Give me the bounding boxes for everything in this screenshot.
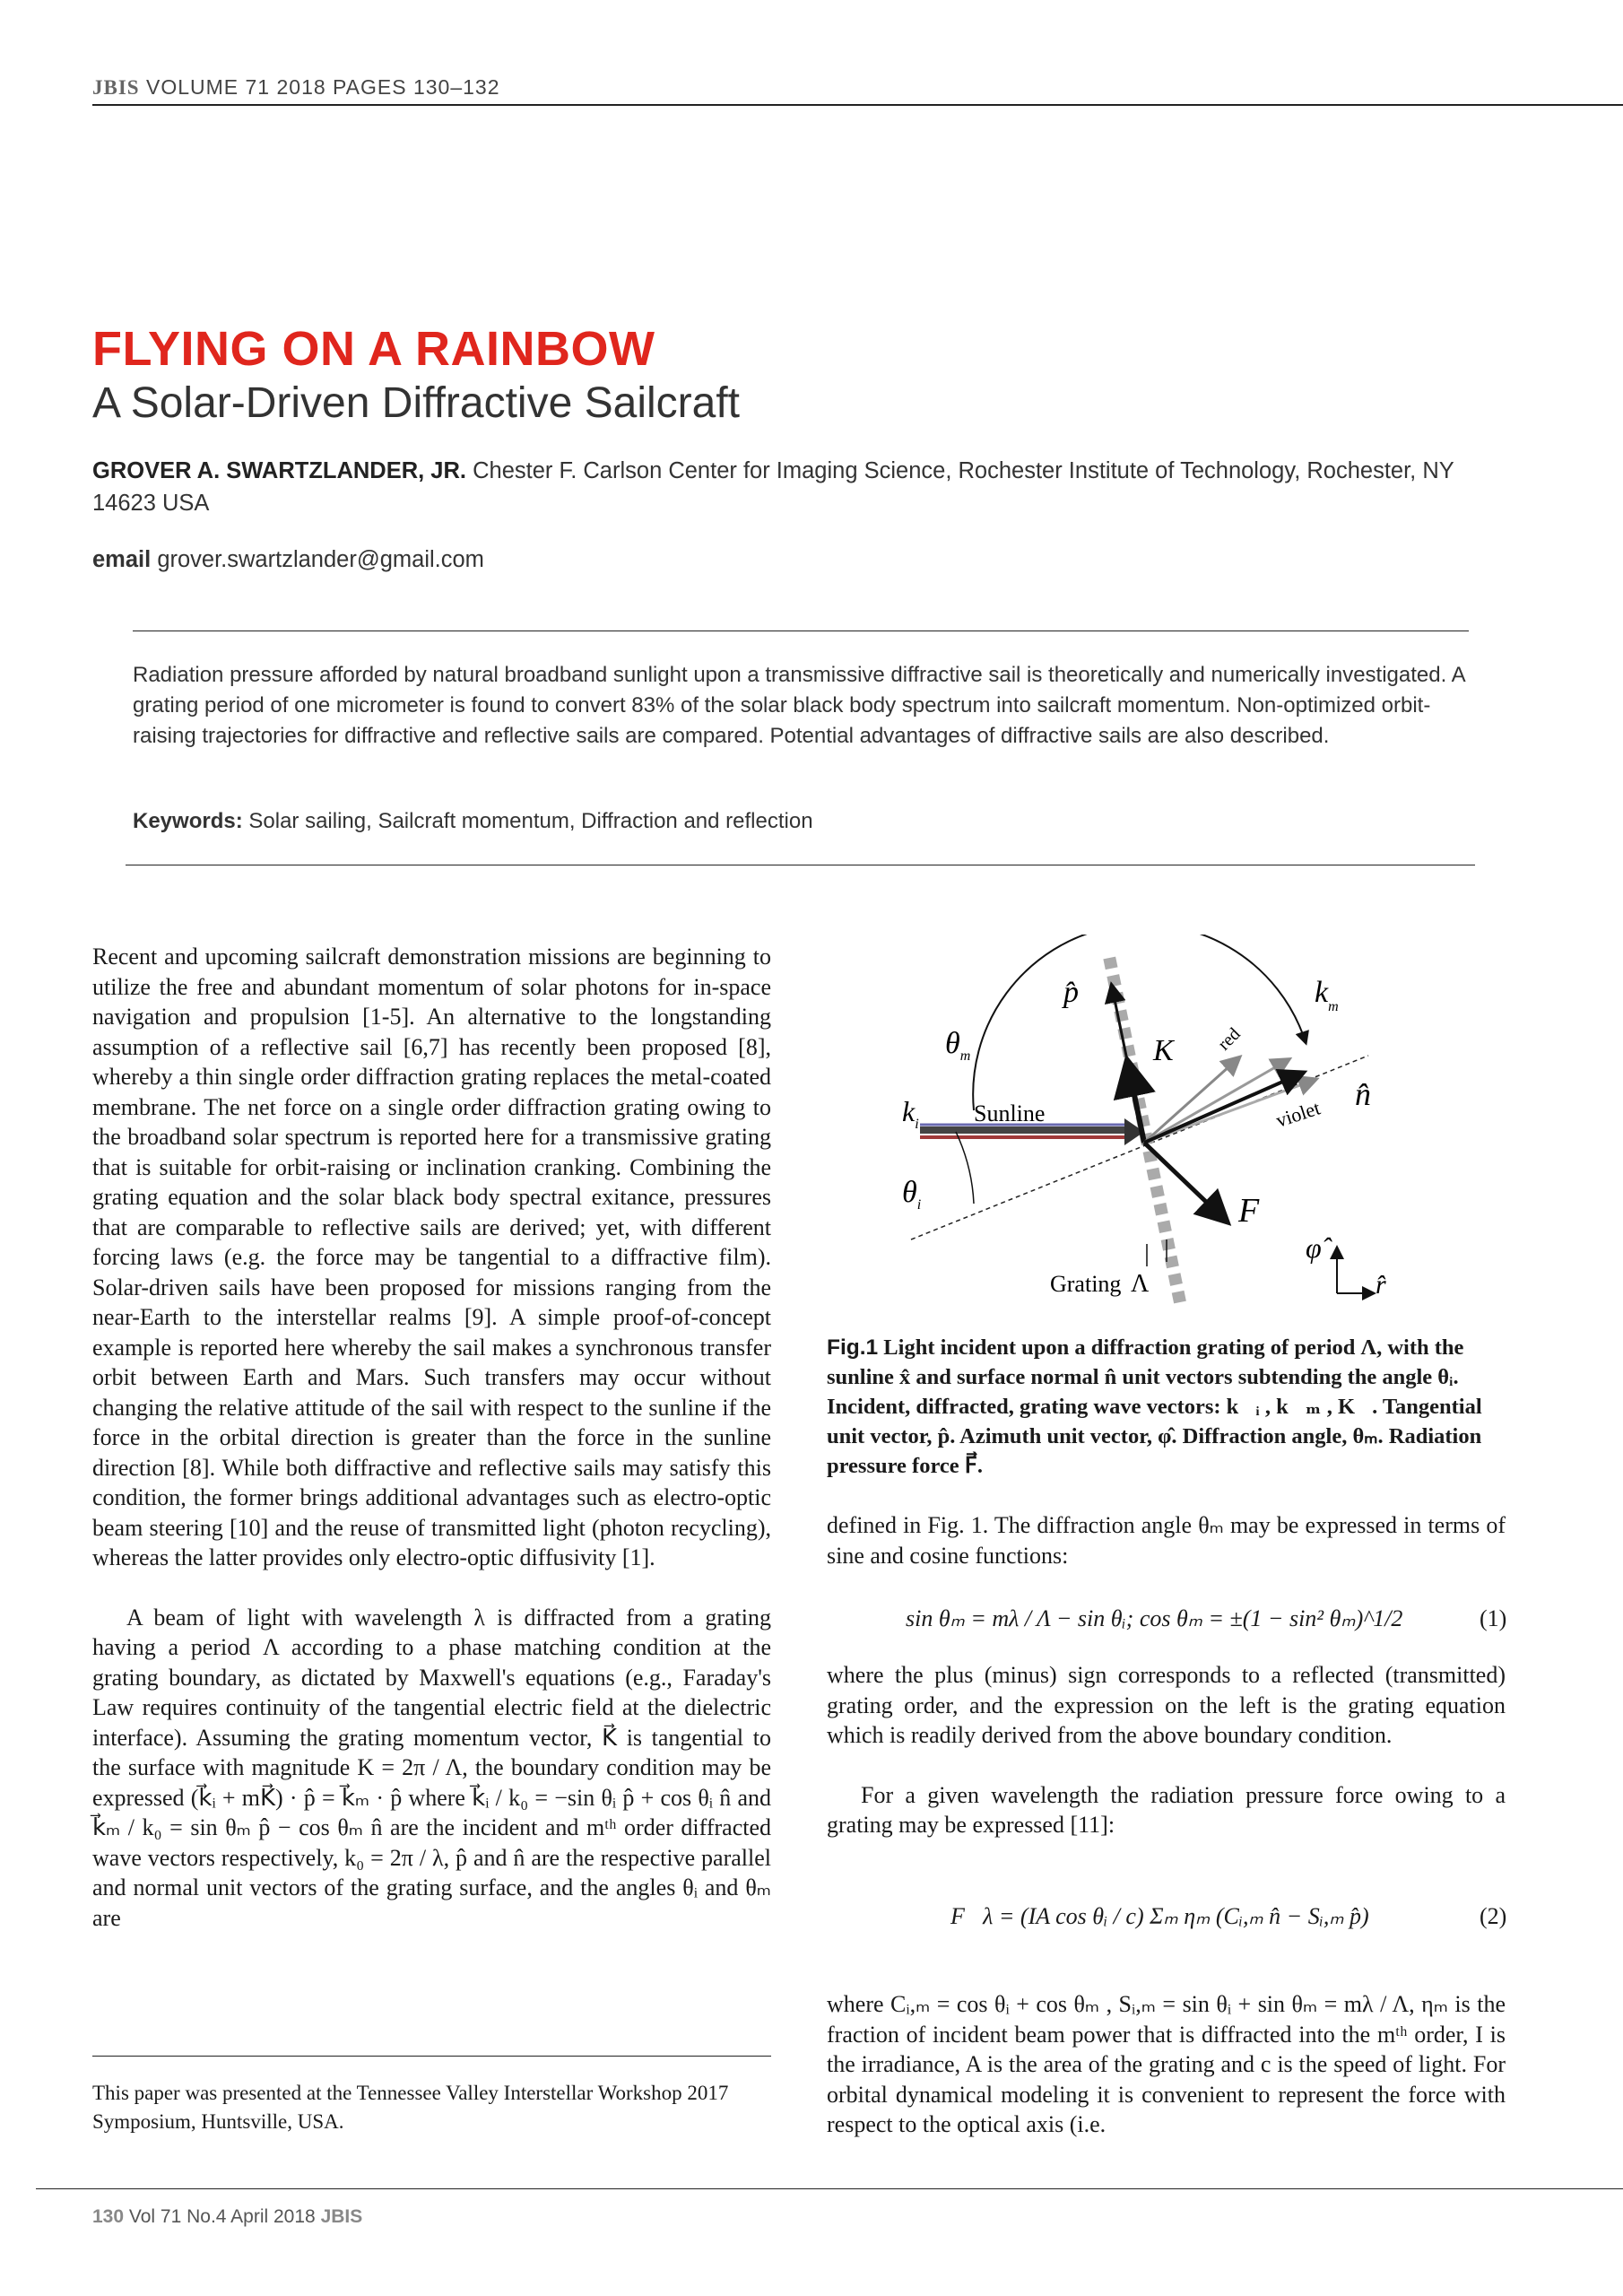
r-hat-label: r̂ xyxy=(1376,1270,1386,1300)
k-i-label: $k_i$ xyxy=(902,1095,919,1132)
left-column xyxy=(92,942,771,1933)
grating-label: Grating xyxy=(1050,1271,1122,1297)
article-title: FLYING ON A RAINBOW xyxy=(92,322,655,376)
keywords-label: Keywords: xyxy=(133,809,243,833)
body-paragraph: Recent and upcoming sailcraft demonstration missions are beginning to utilize the free and abundant momentum of solar photons for in-space navigation and propulsion [1-5]. An alternative to the longstanding assumption of a reflective sail [6,7] has recently been proposed [8], whereby a thin single order diffraction grating replaces the metal-coated membrane. The net force on a single order diffraction grating owing to the broadband solar spectrum is reported here for a transmissive grating that is suitable for orbit-raising or inclination cranking. Combining the grating equation and the solar black body spectral exitance, pressures that are comparable to reflective sails are derived; yet, with different forcing laws (e.g. the force may be tangential to a diffractive film). Solar-driven sails have been proposed for missions ranging from the near-Earth to the interstellar realms [9]. A simple proof-of-concept example is reported here whereby the sail makes a synchronous transfer orbit between Earth and Mars. Such transfers may occur without changing the relative attitude of the sail with respect to the sunline if the force in the orbital direction is greater than the force in the sunline direction [8]. While both diffractive and reflective sails may satisfy this condition, the former brings additional advantages such as electro-optic beam steering [10] and the reuse of transmitted light (photon recycling), whereas the latter provides only electro-optic diffusivity [1]. xyxy=(92,944,771,1570)
violet-label: violet xyxy=(1272,1096,1324,1132)
keywords-list: Solar sailing, Sailcraft momentum, Diffraction and reflection xyxy=(248,809,813,833)
figure-caption-text: Light incident upon a diffraction grating of period Λ, with the sunline x̂ and surface normal n̂ unit vectors subtending the angle θᵢ. Incident, diffracted, grating wave vectors: k⃗ᵢ , k⃗ₘ , K⃗. Tangential unit vector, p̂. Azimuth unit vector, φ̂. Diffraction angle, θₘ. Radiation pressure force F⃗. xyxy=(827,1335,1482,1478)
figure-caption xyxy=(827,1333,1486,1481)
page-footer xyxy=(92,2206,362,2228)
F-label: F xyxy=(1238,1192,1260,1230)
page-number: 130 xyxy=(92,2206,125,2227)
running-head xyxy=(92,75,500,100)
body-paragraph: A beam of light with wavelength λ is diffracted from a grating having a period Λ according to a phase matching condition at the grating boundary, as dictated by Maxwell's equations (e.g., Faraday's Law requires continuity of the tangential electric field at the dielectric interface). Assuming the grating momentum vector, K⃗ is tangential to the surface with magnitude K = 2π / Λ, the boundary condition may be expressed (k⃗ᵢ + mK⃗) · p̂ = k⃗ₘ · p̂ where k⃗ᵢ / k₀ = −sin θᵢ p̂ + cos θᵢ n̂ and k⃗ₘ / k₀ = sin θₘ p̂ − cos θₘ n̂ are the incident and mᵗʰ order diffracted wave vectors respectively, k₀ = 2π / λ, p̂ and n̂ are the respective parallel and normal unit vectors of the grating surface, and the angles θᵢ and θₘ are xyxy=(92,1604,771,1931)
footnote-rule xyxy=(92,2056,771,2057)
journal-name: JBIS xyxy=(92,76,140,99)
article-subtitle: A Solar-Driven Diffractive Sailcraft xyxy=(92,379,741,427)
phi-hat-label: φ̂ xyxy=(1306,1231,1322,1264)
footer-rule xyxy=(36,2188,1623,2189)
body-paragraph: For a given wavelength the radiation pressure force owing to a grating may be expressed [11]: xyxy=(827,1781,1506,1838)
k-m-label: $k_m$ xyxy=(1315,976,1339,1014)
email-line xyxy=(92,547,484,573)
equation-1: sin θₘ = mλ / Λ − sin θᵢ; cos θₘ = ±(1 − sin² θₘ)^1/2 xyxy=(906,1605,1403,1631)
right-column-mid xyxy=(827,1660,1506,1840)
theta-m-label: $\theta_m$ xyxy=(945,1027,971,1064)
p-hat-label: p̂ xyxy=(1063,976,1079,1009)
email-label: email xyxy=(92,547,152,572)
affiliation: Chester F. Carlson Center for Imaging Science, Rochester Institute of Technology, Rochester, NY 14623 USA xyxy=(92,458,1454,516)
right-column-bottom xyxy=(827,1989,1506,2140)
theta-i-label: $\theta_i$ xyxy=(902,1176,922,1213)
middle-ray xyxy=(1144,1060,1288,1143)
red-ray xyxy=(1144,1058,1238,1143)
keywords xyxy=(133,809,813,834)
volume-pages: VOLUME 71 2018 PAGES 130–132 xyxy=(145,75,500,99)
header-rule xyxy=(92,104,1623,106)
theta-i-arc xyxy=(956,1132,974,1204)
sunline-label: Sunline xyxy=(974,1100,1046,1126)
body-paragraph: defined in Fig. 1. The diffraction angle θₘ may be expressed in terms of sine and cosine functions: xyxy=(827,1512,1506,1569)
equation-2: F⃗λ = (IA cos θᵢ / c) Σₘ ηₘ (Cᵢ,ₘ n̂ − Sᵢ,ₘ p̂) xyxy=(950,1903,1369,1929)
red-label: red xyxy=(1213,1023,1245,1055)
footnote: This paper was presented at the Tennessee Valley Interstellar Workshop 2017 Symposium, Huntsville, USA. xyxy=(92,2082,729,2133)
abstract: Radiation pressure afforded by natural broadband sunlight upon a transmissive diffractive sail is theoretically and numerically investigated. A grating period of one micrometer is found to convert 83% of the solar black body spectrum into sailcraft momentum. Non-optimized orbit-raising trajectories for diffractive and reflective sails are compared. Potential advantages of diffractive sails are also described. xyxy=(133,663,1465,748)
equation-2-number: (2) xyxy=(1480,1903,1507,1929)
figure-1 xyxy=(884,935,1476,1320)
issue-info: Vol 71 No.4 April 2018 xyxy=(128,2206,316,2227)
right-column-top xyxy=(827,1510,1506,1570)
lambda-label: Λ xyxy=(1131,1270,1150,1298)
footer-journal: JBIS xyxy=(320,2206,363,2227)
email-address[interactable]: grover.swartzlander@gmail.com xyxy=(157,547,484,572)
K-label: K xyxy=(1153,1034,1174,1067)
author-line xyxy=(92,455,1518,519)
figure-caption-label: Fig.1 xyxy=(827,1335,879,1360)
equation-1-number: (1) xyxy=(1480,1605,1507,1631)
body-paragraph: where the plus (minus) sign corresponds to a reflected (transmitted) grating order, and the expression on the left is the grating equation which is readily derived from the above boundary condition. xyxy=(827,1662,1506,1748)
author-name: GROVER A. SWARTZLANDER, JR. xyxy=(92,458,466,483)
body-paragraph: where Cᵢ,ₘ = cos θᵢ + cos θₘ , Sᵢ,ₘ = sin θᵢ + sin θₘ = mλ / Λ, ηₘ is the fraction of incident beam power that is diffracted into the mᵗʰ order, I is the irradiance, A is the area of the grating and c is the speed of light. For orbital dynamical modeling it is convenient to represent the force with respect to the optical axis (i.e. xyxy=(827,1991,1506,2137)
n-hat-label: n̂ xyxy=(1355,1076,1371,1112)
